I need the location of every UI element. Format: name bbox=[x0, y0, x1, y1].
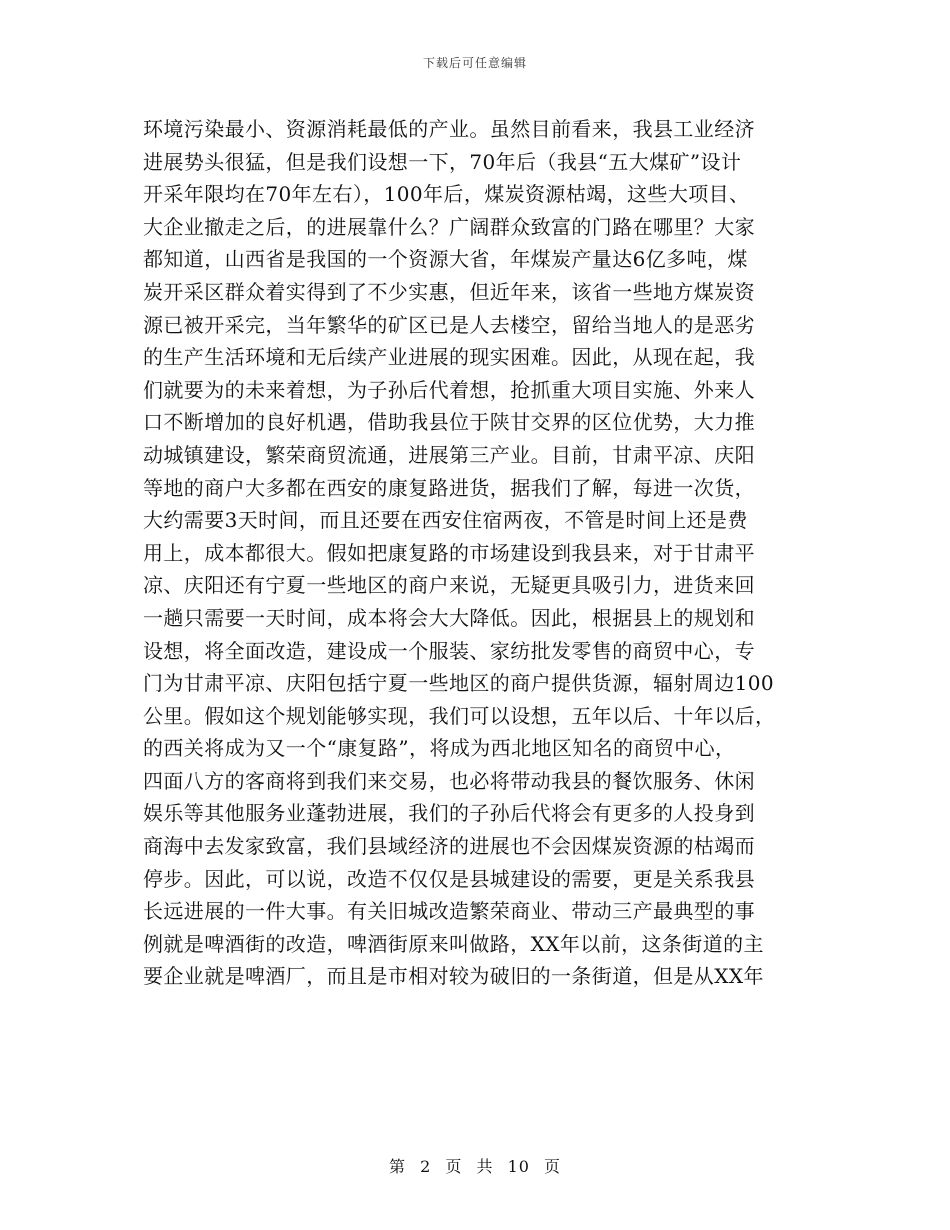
text-line: 环境污染最小、资源消耗最低的产业。虽然目前看来，我县工业经济 bbox=[143, 117, 755, 141]
page-label-mid: 页 bbox=[445, 1157, 463, 1176]
text-line: 要企业就是啤酒厂，而且是市相对较为破旧的一条街道，但是从XX年 bbox=[143, 964, 764, 989]
page-footer bbox=[0, 1154, 950, 1177]
page-label-suffix: 页 bbox=[544, 1157, 562, 1176]
text-line: 源已被开采完，当年繁华的矿区已是人去楼空，留给当地人的是恶劣 bbox=[143, 312, 755, 337]
text-line: 大约需要3天时间，而且还要在西安住宿两夜，不管是时间上还是费 bbox=[143, 508, 748, 533]
text-line: 大企业撤走之后，的进展靠什么？广阔群众致富的门路在哪里？大家 bbox=[143, 214, 755, 239]
text-line: 公里。假如这个规划能够实现，我们可以设想，五年以后、十年以后， bbox=[143, 703, 776, 728]
text-line: 一趟只需要一天时间，成本将会大大降低。因此，根据县上的规划和 bbox=[143, 605, 755, 630]
text-line: 的西关将成为又一个“康复路”，将成为西北地区知名的商贸中心， bbox=[143, 736, 736, 761]
text-line: 设想，将全面改造，建设成一个服装、家纺批发零售的商贸中心，专 bbox=[143, 638, 755, 663]
total-pages-number: 10 bbox=[507, 1157, 530, 1176]
text-line: 凉、庆阳还有宁夏一些地区的商户来说，无疑更具吸引力，进货来回 bbox=[143, 573, 755, 598]
page-header: 下载后可任意编辑 bbox=[422, 56, 527, 70]
text-line: 开采年限均在70年左右），100年后，煤炭资源枯竭，这些大项目、 bbox=[143, 182, 750, 207]
text-line: 商海中去发家致富，我们县域经济的进展也不会因煤炭资源的枯竭而 bbox=[143, 834, 755, 859]
text-line: 例就是啤酒街的改造，啤酒街原来叫做路，XX年以前，这条街道的主 bbox=[143, 931, 764, 956]
text-line: 等地的商户大多都在西安的康复路进货，据我们了解，每进一次货， bbox=[143, 475, 755, 500]
text-line: 四面八方的客商将到我们来交易，也必将带动我县的餐饮服务、休闲 bbox=[143, 768, 755, 793]
text-line: 进展势头很猛，但是我们设想一下，70年后（我县“五大煤矿”设计 bbox=[143, 149, 742, 174]
text-line: 长远进展的一件大事。有关旧城改造繁荣商业、带动三产最典型的事 bbox=[143, 899, 755, 924]
total-label: 共 bbox=[476, 1157, 494, 1176]
text-line: 门为甘肃平凉、庆阳包括宁夏一些地区的商户提供货源，辐射周边100 bbox=[143, 671, 774, 696]
page-label-prefix: 第 bbox=[388, 1157, 406, 1176]
text-line: 用上，成本都很大。假如把康复路的市场建设到我县来，对于甘肃平 bbox=[143, 540, 755, 565]
text-line: 的生产生活环境和无后续产业进展的现实困难。因此，从现在起，我 bbox=[143, 345, 755, 370]
text-line: 们就要为的未来着想，为子孙后代着想，抢抓重大项目实施、外来人 bbox=[143, 377, 755, 402]
text-line: 停步。因此，可以说，改造不仅仅是县城建设的需要，更是关系我县 bbox=[143, 866, 755, 891]
document-body bbox=[143, 113, 823, 993]
text-line: 炭开采区群众着实得到了不少实惠，但近年来，该省一些地方煤炭资 bbox=[143, 279, 755, 304]
current-page-number: 2 bbox=[420, 1157, 432, 1176]
text-line: 娱乐等其他服务业蓬勃进展，我们的子孙后代将会有更多的人投身到 bbox=[143, 801, 755, 826]
text-line: 口不断增加的良好机遇，借助我县位于陕甘交界的区位优势，大力推 bbox=[143, 410, 755, 435]
text-line: 都知道，山西省是我国的一个资源大省，年煤炭产量达6亿多吨，煤 bbox=[143, 247, 748, 272]
text-line: 动城镇建设，繁荣商贸流通，进展第三产业。目前，甘肃平凉、庆阳 bbox=[143, 442, 755, 467]
